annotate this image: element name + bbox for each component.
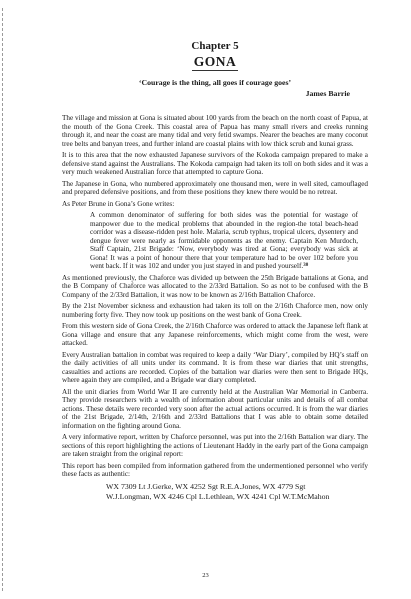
paragraph-memorial: All the unit diaries from World War II are currently held at the Australian War Memorial in Canberra. They provide researchers with a wealth of information about particular units and details of all combat actions. These details were recorded very soon after the actual actions occurred. It is from the war diaries of the 21st Brigade, 2/14th, 2/16th and 2/33rd Battalions that I was able to obtain some detailed information on the fighting around Gona. — [62, 387, 368, 430]
personnel-list-line-1: WX 7309 Lt J.Gerke, WX 4252 Sgt R.E.A.Jones, WX 4779 Sgt — [106, 481, 306, 491]
binding-margin-line — [2, 8, 5, 591]
paragraph-war-diary: Every Australian battalion in combat was required to keep a daily ‘War Diary’, compiled by HQ’s staff on the daily activities of all units under its command. It is from these war diaries that unit strengths, casualties and actions are recorded. Copies of the battalion war diaries were then sent to Brigade HQs, where again they are compiled, and a Brigade war diary completed. — [62, 350, 368, 384]
paragraph-kokoda: It is to this area that the now exhausted Japanese survivors of the Kokoda campaign prepared to make a defensive stand against the Australians. The Kokoda campaign had taken its toll on both sides and it was a very much weakened Australian force that attempted to capture Gona. — [62, 151, 368, 176]
footnote-reference: 30 — [303, 263, 309, 268]
paragraph-compiled: This report has been compiled from information gathered from the undermentioned personnel who verify these facts as authentic: — [62, 461, 368, 478]
title-underline — [192, 70, 238, 71]
block-quote — [90, 211, 358, 271]
paragraph-report: A very informative report, written by Chaforce personnel, was put into the 2/16th Battalion war diary. The sections of this report highlighting the actions of Lieutenant Haddy in the early part of the Gona campaign are taken straight from the original report: — [62, 433, 368, 458]
paragraph-chaforce: As mentioned previously, the Chaforce was divided up between the 25th Brigade battalions at Gona, and the B Company of Chaforce was allocated to the 2/33rd Battalion. So as not to be confused with the B Company of the 2/33rd Battalion, it was now to be known as 2/16th Battalion Chaforce. — [62, 273, 368, 299]
paragraph-intro: The village and mission at Gona is situated about 100 yards from the beach on the north coast of Papua, at the mouth of the Gona Creek. This coastal area of Papua has many small rivers and creeks running through it, and near the coast are many tidal and very fetid swamps. Nearer the beaches are many coconut tree belts and banyan trees, and further inland are coastal plains with low thick scrub and kunai grass. — [62, 114, 368, 148]
personnel-list-line-2: W.J.Longman, WX 4246 Cpl L.Lethlean, WX 4241 Cpl W.T.McMahon — [106, 491, 330, 501]
chapter-title: GONA — [193, 54, 237, 69]
block-quote-text: A common denominator of suffering for both sides was the potential for wastage of manpower due to the medical problems that abounded in the region-the total beach-head corridor was a disease-ridden pest hole. Malaria, scrub typhus, tropical ulcers, dysentery and dengue fever were nearly as formidable opponents as the enemy. Captain Ken Murdoch, Staff Captain, 21st Brigade: ‘Now, everybody was tired at Gona; everybody was sick at Gona! It was a point of honour there that your temperature had to be over 102 before you went back. If it was 102 and under you just stayed in and pushed yourself. — [90, 211, 358, 270]
chapter-label: Chapter 5 — [191, 40, 239, 52]
paragraph-brune-intro: As Peter Brune in Gona’s Gone writes: — [62, 199, 175, 208]
epigraph-quote: ‘Courage is the thing, all goes if courage goes’ — [138, 78, 292, 87]
paragraph-western-side: From this western side of Gona Creek, the 2/16th Chaforce was ordered to attack the Japanese left flank at Gona village and ensure that any Japanese reinforcements, which might come from the west, were attacked. — [62, 322, 368, 347]
page-number: 23 — [202, 572, 209, 579]
paragraph-november: By the 21st November sickness and exhaustion had taken its toll on the 2/16th Chaforce men, now only numbering forty five. They now took up positions on the west bank of Gona Creek. — [62, 302, 368, 319]
paragraph-japanese: The Japanese in Gona, who numbered approximately one thousand men, were in well sited, camouflaged and prepared defensive positions, and from these positions they knew there would be no retreat. — [62, 179, 368, 196]
epigraph-author: James Barrie — [305, 89, 350, 98]
page-content — [62, 40, 368, 501]
